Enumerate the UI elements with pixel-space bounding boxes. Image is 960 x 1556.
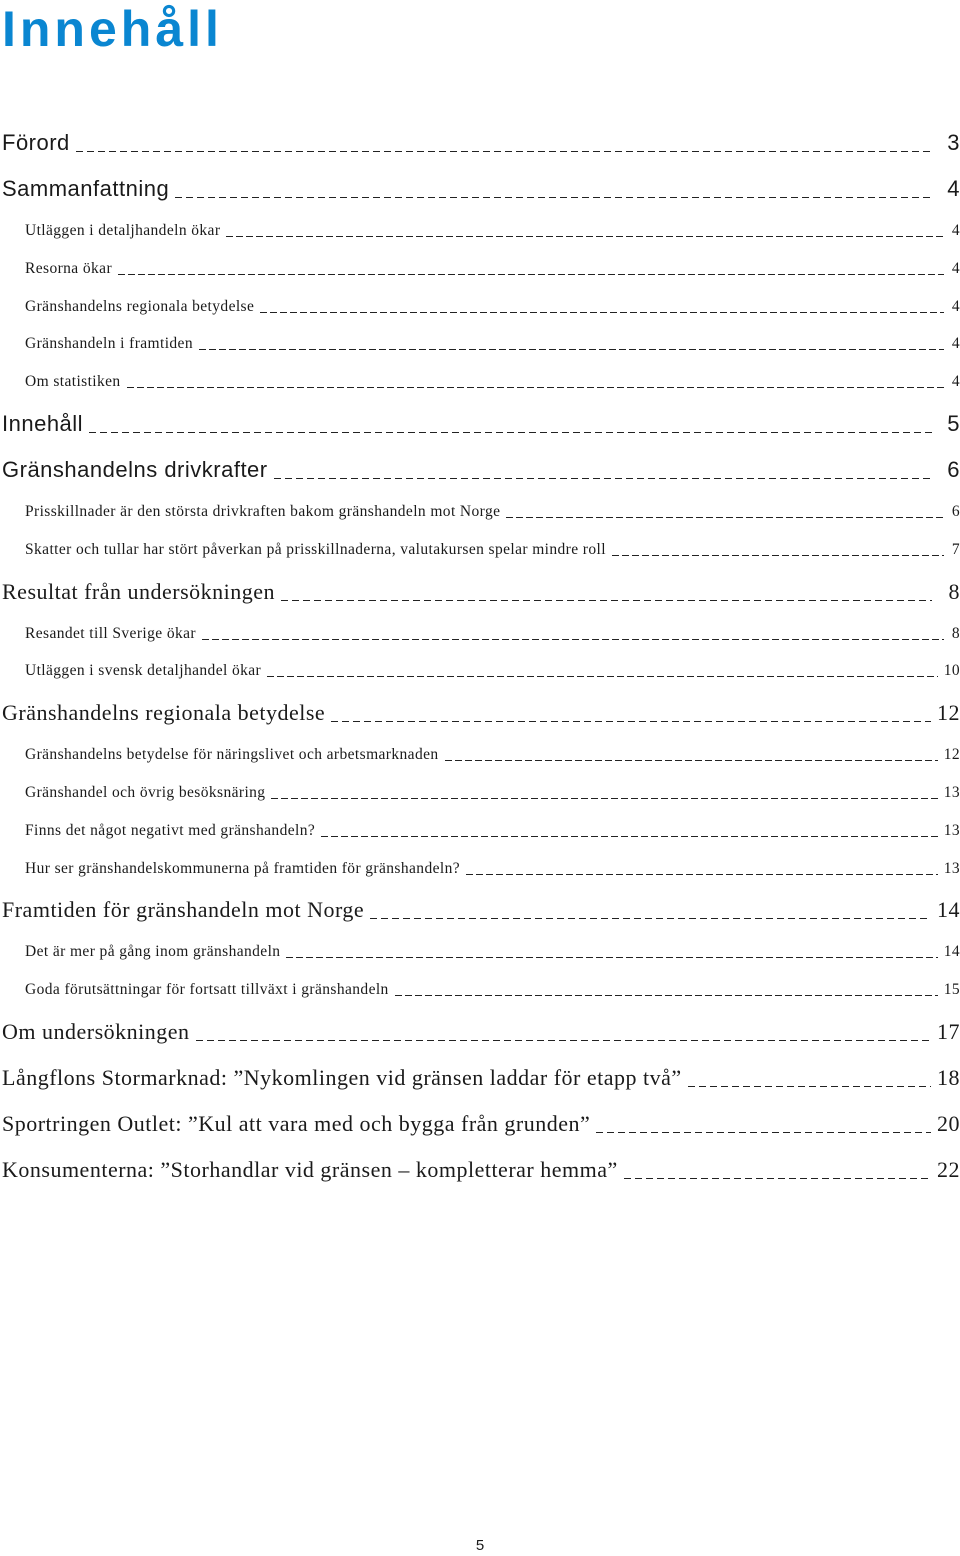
toc-entry-page-number: 13 (943, 821, 960, 839)
toc-leader-line (506, 517, 944, 518)
toc-entry[interactable] (0, 166, 960, 212)
toc-leader-line (596, 1132, 931, 1133)
toc-entry-page-number: 8 (951, 624, 960, 642)
toc-entry-page-number: 4 (951, 335, 960, 353)
toc-leader-line (196, 1040, 931, 1041)
toc-leader-line (175, 197, 932, 198)
toc-entry-label: Förord (2, 130, 70, 155)
toc-entry-page-number: 13 (943, 783, 960, 801)
toc-leader-line (331, 721, 931, 722)
page-title: Innehåll (2, 1, 223, 57)
toc-subentry[interactable] (0, 493, 960, 531)
toc-subentry[interactable] (0, 212, 960, 250)
toc-entry-label: Långflons Stormarknad: ”Nykomlingen vid gränsen laddar för etapp två” (2, 1064, 682, 1090)
toc-entry-label: Gränshandelns betydelse för näringslivet och arbetsmarknaden (25, 746, 439, 764)
toc-entry-label: Resandet till Sverige ökar (25, 624, 196, 642)
toc-subentry[interactable] (0, 531, 960, 569)
toc-entry-page-number: 4 (951, 297, 960, 315)
toc-entry-label: Om undersökningen (2, 1018, 190, 1044)
toc-entry-label: Om statistiken (25, 373, 121, 391)
toc-leader-line (271, 798, 937, 799)
toc-leader-line (76, 151, 932, 152)
toc-subentry[interactable] (0, 812, 960, 850)
toc-subentry[interactable] (0, 250, 960, 288)
table-of-contents (0, 120, 960, 1193)
toc-leader-line (274, 478, 932, 479)
toc-leader-line (118, 274, 944, 275)
toc-entry-page-number: 3 (947, 130, 960, 155)
toc-subentry[interactable] (0, 971, 960, 1009)
toc-entry-label: Skatter och tullar har stört påverkan på prisskillnaderna, valutakursen spelar mindre roll (25, 540, 606, 558)
toc-entry[interactable] (0, 887, 960, 933)
toc-entry[interactable] (0, 690, 960, 736)
toc-leader-line (395, 995, 938, 996)
toc-leader-line (199, 349, 944, 350)
toc-subentry[interactable] (0, 325, 960, 363)
toc-entry-page-number: 4 (951, 222, 960, 239)
toc-entry[interactable] (0, 120, 960, 166)
toc-leader-line (466, 874, 938, 875)
toc-entry-page-number: 18 (937, 1064, 960, 1090)
toc-entry-label: Gränshandeln i framtiden (25, 335, 193, 353)
toc-entry-label: Goda förutsättningar för fortsatt tillväxt i gränshandeln (25, 981, 389, 999)
toc-entry-label: Finns det något negativt med gränshandeln? (25, 821, 316, 839)
toc-leader-line (445, 760, 938, 761)
toc-subentry[interactable] (0, 652, 960, 690)
toc-entry-page-number: 4 (947, 176, 960, 201)
toc-leader-line (89, 432, 932, 433)
toc-entry[interactable] (0, 401, 960, 447)
toc-leader-line (226, 236, 944, 237)
toc-entry-label: Sammanfattning (2, 176, 170, 201)
toc-entry-page-number: 13 (943, 859, 960, 877)
toc-subentry[interactable] (0, 774, 960, 812)
toc-subentry[interactable] (0, 615, 960, 653)
toc-entry-label: Resorna ökar (25, 259, 113, 277)
toc-entry-page-number: 6 (947, 456, 960, 482)
toc-entry-label: Utläggen i svensk detaljhandel ökar (25, 662, 262, 680)
page-number: 5 (475, 1537, 485, 1554)
toc-entry-page-number: 10 (943, 662, 960, 680)
toc-entry-label: Innehåll (2, 410, 84, 436)
toc-entry-page-number: 14 (937, 897, 960, 923)
toc-entry-label: Framtiden för gränshandeln mot Norge (2, 897, 365, 923)
toc-subentry[interactable] (0, 288, 960, 326)
toc-entry-label: Gränshandelns drivkrafter (2, 456, 268, 482)
toc-entry-page-number: 6 (951, 502, 960, 520)
toc-entry-page-number: 14 (943, 943, 960, 961)
toc-entry-label: Gränshandel och övrig besöksnäring (25, 783, 266, 801)
toc-entry-page-number: 7 (951, 540, 960, 558)
toc-leader-line (688, 1086, 931, 1087)
toc-leader-line (281, 600, 932, 601)
toc-entry-page-number: 12 (937, 700, 960, 726)
toc-leader-line (370, 918, 931, 919)
toc-leader-line (321, 836, 938, 837)
toc-leader-line (286, 957, 937, 958)
toc-entry-label: Det är mer på gång inom gränshandeln (25, 943, 281, 961)
toc-subentry[interactable] (0, 933, 960, 971)
toc-entry-label: Gränshandelns regionala betydelse (2, 700, 326, 726)
toc-entry[interactable] (0, 447, 960, 493)
toc-entry-page-number: 17 (937, 1018, 960, 1044)
toc-entry[interactable] (0, 1101, 960, 1147)
toc-entry-label: Konsumenterna: ”Storhandlar vid gränsen – kompletterar hemma” (2, 1156, 618, 1182)
toc-subentry[interactable] (0, 363, 960, 401)
toc-subentry[interactable] (0, 850, 960, 888)
toc-entry[interactable] (0, 1147, 960, 1193)
toc-entry-label: Gränshandelns regionala betydelse (25, 297, 255, 315)
toc-entry-page-number: 8 (948, 578, 960, 604)
toc-leader-line (202, 639, 944, 640)
toc-entry-page-number: 20 (937, 1110, 960, 1136)
toc-entry-label: Hur ser gränshandelskommunerna på framtiden för gränshandeln? (25, 859, 461, 877)
toc-entry[interactable] (0, 1055, 960, 1101)
toc-entry-page-number: 4 (951, 259, 960, 277)
toc-leader-line (267, 676, 938, 677)
toc-entry-label: Utläggen i detaljhandeln ökar (25, 222, 221, 239)
toc-entry-page-number: 12 (943, 746, 960, 764)
toc-entry-page-number: 15 (943, 981, 960, 999)
toc-entry-label: Prisskillnader är den största drivkraften bakom gränshandeln mot Norge (25, 502, 501, 520)
toc-leader-line (612, 555, 944, 556)
toc-entry-page-number: 22 (937, 1156, 960, 1182)
toc-leader-line (624, 1178, 931, 1179)
toc-entry-label: Sportringen Outlet: ”Kul att vara med och bygga från grunden” (2, 1110, 591, 1136)
toc-subentry[interactable] (0, 736, 960, 774)
toc-entry-page-number: 4 (951, 373, 960, 391)
toc-entry[interactable] (0, 1009, 960, 1055)
toc-entry-label: Resultat från undersökningen (2, 578, 276, 604)
toc-entry[interactable] (0, 569, 960, 615)
toc-entry-page-number: 5 (947, 410, 960, 436)
toc-leader-line (260, 312, 944, 313)
toc-leader-line (127, 387, 944, 388)
